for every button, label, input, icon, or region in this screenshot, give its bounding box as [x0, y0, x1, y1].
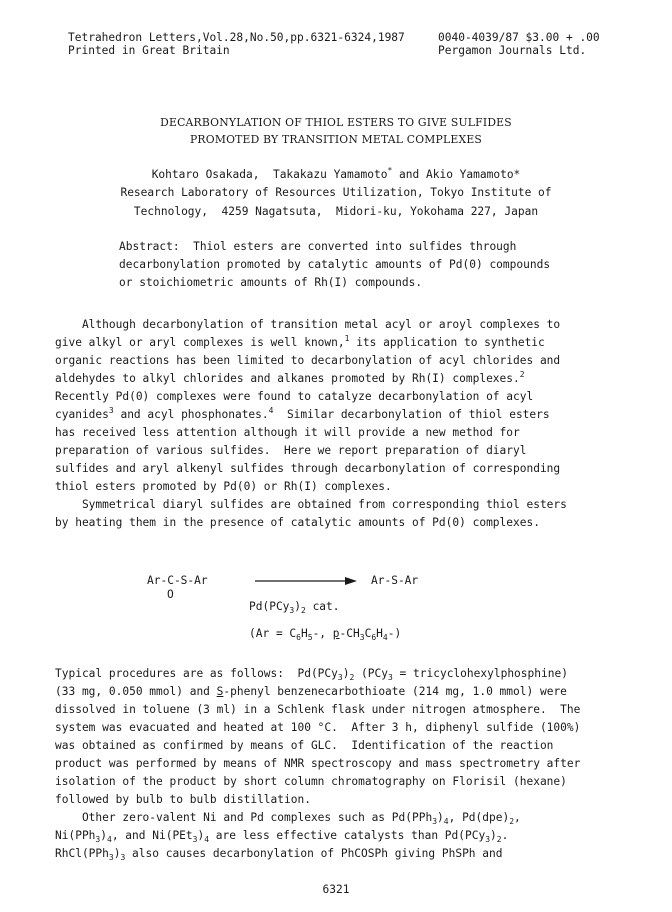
scheme-product: Ar-S-Ar	[371, 574, 419, 587]
procedure-line-7: isolation of the product by short column chromatography on Florisil (hexane)	[55, 775, 567, 788]
affiliation-line-1: Research Laboratory of Resources Utilization, Tokyo Institute of	[120, 186, 552, 199]
printed-location: Printed in Great Britain	[68, 44, 230, 57]
author-1: Kohtaro Osakada,	[151, 168, 260, 181]
reaction-arrow-icon	[255, 576, 357, 586]
body-line-7: has received less attention although it will provide a new method for	[55, 426, 520, 439]
abstract-line-3: or stoichiometric amounts of Rh(I) compounds.	[119, 276, 423, 289]
scheme-carbonyl-oxygen: O	[167, 588, 174, 601]
article-code: 0040-4039/87 $3.00 + .00	[438, 31, 600, 44]
procedure-line-3: dissolved in toluene (3 ml) in a Schlenk flask under nitrogen atmosphere. The	[55, 703, 581, 716]
scheme-catalyst: $Pd(PCy_3)_2$ cat.	[249, 600, 340, 615]
procedure-line-6: product was performed by means of NMR spectroscopy and mass spectrometry after	[55, 757, 581, 770]
author-2: Takakazu Yamamoto	[272, 168, 388, 181]
body-line-2: give alkyl or aryl complexes is well known,$^1$ its application to synthetic	[55, 334, 545, 349]
scheme-reactant: Ar-C-S-Ar	[147, 574, 208, 587]
page-number: 6321	[322, 883, 350, 896]
body-line-5: Recently Pd(0) complexes were found to catalyze decarbonylation of acyl	[55, 390, 534, 403]
author-line	[0, 168, 672, 182]
procedure-line-2: (33 mg, 0.050 mmol) and S-phenyl benzenecarbothioate (214 mg, 1.0 mmol) were	[55, 685, 567, 698]
body-line-3: organic reactions has been limited to decarbonylation of acyl chlorides and	[55, 354, 561, 367]
procedure-line-10: $Ni(PPh_3)_4$, and $Ni(PEt_3)_4$ are less effective catalysts than $Pd(PCy_3)_2$.	[55, 829, 509, 844]
procedure-line-11: $RhCl(PPh_3)_3$ also causes decarbonylation of PhCOSPh giving PhSPh and	[55, 847, 503, 862]
ref-1: 1	[344, 334, 350, 343]
ref-4: 4	[268, 406, 274, 415]
body-line-12: by heating them in the presence of catalytic amounts of Pd(0) complexes.	[55, 516, 540, 529]
procedure-line-8: followed by bulb to bulb distillation.	[55, 793, 311, 806]
body-line-6: cyanides$^3$ and acyl phosphonates.$^4$ Similar decarbonylation of thiol esters	[55, 406, 550, 421]
ref-3: 3	[108, 406, 114, 415]
author-2-mark: *	[387, 166, 393, 175]
abstract-line-1: Abstract: Thiol esters are converted into sulfides through	[119, 240, 517, 253]
affiliation-line-2: Technology, 4259 Nagatsuta, Midori-ku, Yokohama 227, Japan	[133, 205, 539, 218]
body-line-1: Although decarbonylation of transition metal acyl or aroyl complexes to	[55, 318, 561, 331]
procedure-line-9: Other zero-valent Ni and Pd complexes such as $Pd(PPh_3)_4$, $Pd(dpe)_2$,	[55, 811, 521, 826]
body-line-8: preparation of various sulfides. Here we report preparation of diaryl	[55, 444, 527, 457]
scheme-conditions: ($Ar = C_6H_5-$, $p-CH_3C_6H_4-$)	[249, 627, 402, 642]
title-line-2: PROMOTED BY TRANSITION METAL COMPLEXES	[189, 133, 483, 146]
body-line-11: Symmetrical diaryl sulfides are obtained from corresponding thiol esters	[55, 498, 567, 511]
procedure-line-1: Typical procedures are as follows: $Pd(PCy_3)_2$ (PCy$_3$ = tricyclohexylphosphine)	[55, 667, 568, 682]
body-line-10: thiol esters promoted by Pd(0) or Rh(I) complexes.	[55, 480, 392, 493]
procedure-line-4: system was evacuated and heated at 100 °C. After 3 h, diphenyl sulfide (100%)	[55, 721, 581, 734]
body-line-9: sulfides and aryl alkenyl sulfides through decarbonylation of corresponding	[55, 462, 561, 475]
title-line-1: DECARBONYLATION OF THIOL ESTERS TO GIVE SULFIDES	[160, 116, 512, 129]
abstract-line-2: decarbonylation promoted by catalytic amounts of Pd(0) compounds	[119, 258, 551, 271]
body-line-4: aldehydes to alkyl chlorides and alkanes promoted by Rh(I) complexes.$^2$	[55, 370, 525, 385]
publisher: Pergamon Journals Ltd.	[438, 44, 587, 57]
procedure-line-5: was obtained as confirmed by means of GLC. Identification of the reaction	[55, 739, 554, 752]
ref-2: 2	[519, 370, 525, 379]
journal-citation: Tetrahedron Letters,Vol.28,No.50,pp.6321-6324,1987	[68, 31, 405, 44]
author-3: and Akio Yamamoto*	[399, 168, 521, 181]
